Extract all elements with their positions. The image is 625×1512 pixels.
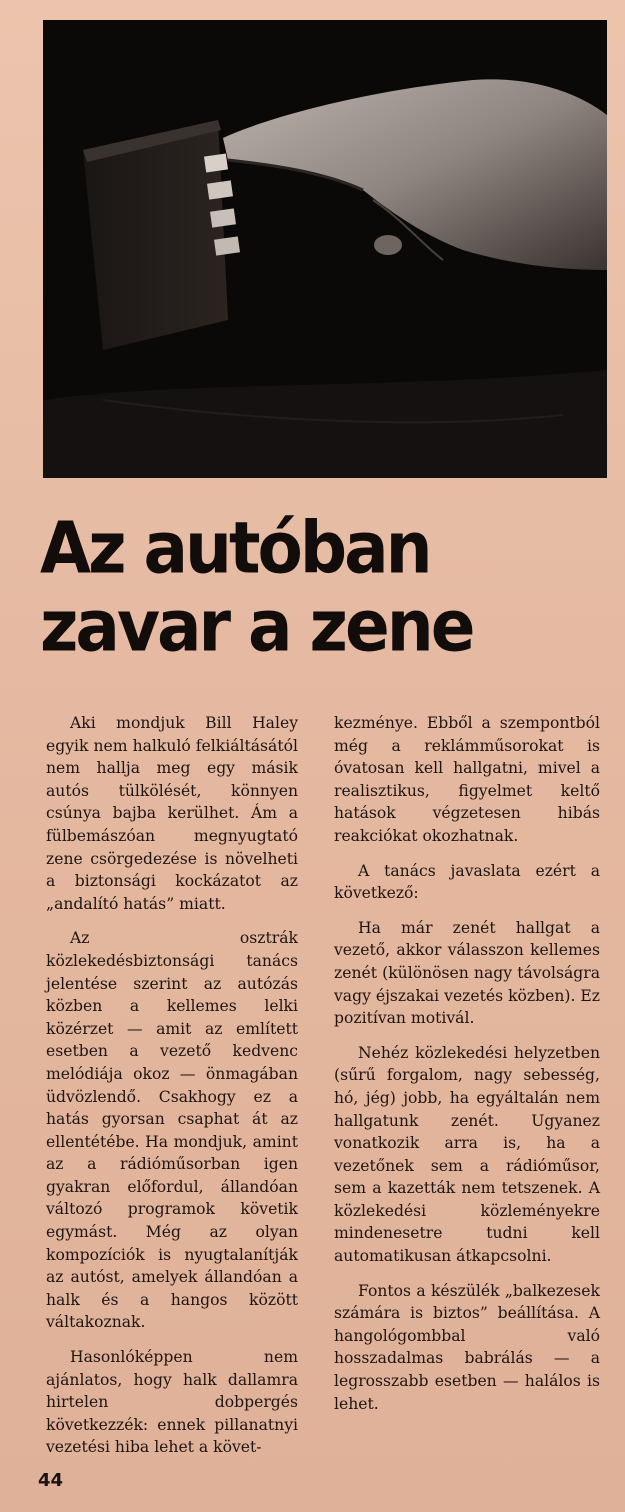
- left-column: [46, 712, 298, 1471]
- paragraph: Az osztrák közlekedésbiztonsági tanács jelentése szerint az autózás közben a kellemes lelki közérzet — amit az említett esetben a vezető kedvenc melódiája okoz — önmagában üdvözlendő. Csakhogy ez a hatás gyorsan csaphat át az ellentétébe. Ha mondjuk, amint az a rádióműsorban igen gyakran előfordul, állandóan változó programok követik egymást. Még az olyan kompozíciók is nyugtalanítják az autóst, amelyek állandóan a halk és a hangos között váltakoznak.: [46, 929, 298, 1332]
- right-column: [334, 712, 600, 1427]
- paragraph: A tanács javaslata ezért a következő:: [334, 861, 600, 903]
- headline-line-1: Az autóban: [40, 506, 430, 590]
- preset-button-2: [207, 180, 233, 199]
- paragraph: Fontos a készülék „balkezesek számára is biztos” beállítása. A hangológombbal való hosszadalmas babrálás — a legrosszabb esetben — halálos is lehet.: [334, 1281, 600, 1413]
- page-number: 44: [38, 1470, 64, 1491]
- article-headline: [40, 506, 473, 668]
- paragraph: kezménye. Ebből a szempontból még a reklámműsorokat is óvatosan kell hallgatni, mivel a realisztikus, figyelmet keltő hatások végzetesen hibás reakciókat okozhatnak.: [334, 714, 600, 845]
- preset-button-3: [210, 208, 236, 227]
- paragraph: Aki mondjuk Bill Haley egyik nem halkuló felkiáltásától nem hallja meg egy másik autós tülkölését, könnyen csúnya bajba kerülhet. Ám a fülbemászóan megnyugtató zene csörgedezése is növelheti a biztonsági kockázatot az „andalító hatás” miatt.: [46, 714, 298, 913]
- paragraph: Hasonlóképpen nem ajánlatos, hogy halk dallamra hirtelen dobpergés következzék: ennek pillanatnyi vezetési hiba lehet a követ-: [46, 1348, 298, 1457]
- preset-button-1: [204, 154, 228, 173]
- paragraph: Ha már zenét hallgat a vezető, akkor válasszon kellemes zenét (különösen nagy távolságra vagy éjszakai vezetés közben). Ez pozitívan motivál.: [334, 918, 600, 1028]
- photo-illustration: [43, 20, 607, 478]
- paragraph: Nehéz közlekedési helyzetben (sűrű forgalom, nagy sebesség, hó, jég) jobb, ha egyáltalán nem hallgatunk zenét. Ugyanez vonatkozik arra is, ha a vezetőnek sem a rádióműsor, sem a kazetták nem tetszenek. A közlekedési közleményekre mindenesetre tudni kell automatikusan átkapcsolni.: [334, 1043, 600, 1266]
- preset-button-4: [214, 236, 240, 255]
- headline-line-2: zavar a zene: [40, 584, 473, 668]
- car-radio-photo: [43, 20, 607, 478]
